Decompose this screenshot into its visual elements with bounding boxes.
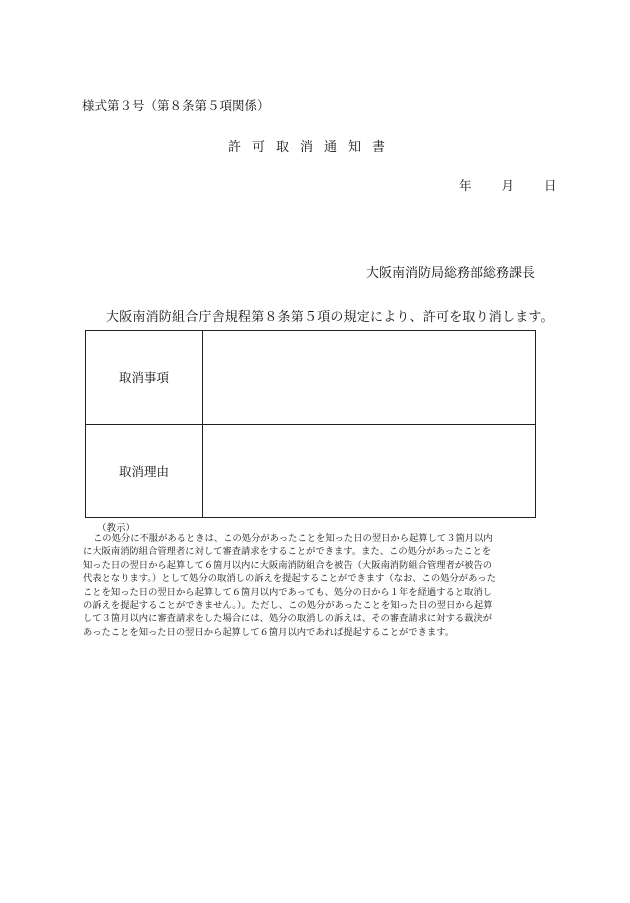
revocation-items-field[interactable]	[203, 331, 536, 425]
year-label: 年	[459, 178, 472, 193]
notice-heading: （教示）	[97, 523, 136, 534]
document-title: 許可取消通知書	[228, 140, 397, 155]
notice-line: この処分に不服があるときは、この処分があったことを知った日の翌日から起算して３箇月以内	[93, 533, 493, 544]
notice-line: の訴えを提起することができません。）。ただし、この処分があったことを知った日の翌日から起算	[83, 600, 493, 612]
statement-text: 大阪南消防組合庁舎規程第８条第５項の規定により、許可を取り消します。	[106, 310, 554, 325]
notice-line: 代表となります。）として処分の取消しの訴えを提起することができます（なお、この処分があった	[83, 573, 496, 585]
notice-line: ことを知った日の翌日から起算して６箇月以内であっても、処分の日から１年を経過すると取消し	[83, 586, 492, 598]
notice-body	[83, 532, 541, 639]
date-line	[459, 176, 557, 194]
notice-line: あったことを知った日の翌日から起算して６箇月以内であれば提起することができます。	[83, 626, 455, 638]
revocation-reason-field[interactable]	[203, 424, 536, 518]
notice-line: して３箇月以内に審査請求をした場合には、処分の取消しの訴えは、その審査請求に対する裁決が	[83, 613, 493, 625]
table-row	[86, 424, 536, 518]
issuer-name: 大阪南消防局総務部総務課長	[366, 266, 536, 281]
form-number: 様式第３号（第８条第５項関係）	[82, 98, 270, 113]
table-row	[86, 331, 536, 425]
day-label: 日	[544, 178, 557, 193]
revocation-table	[85, 330, 536, 518]
notice-line: 知った日の翌日から起算して６箇月以内に大阪南消防組合を被告（大阪南消防組合管理者が被告の	[83, 559, 493, 571]
month-label: 月	[501, 178, 515, 193]
row-label-revocation-reason: 取消理由	[86, 424, 203, 518]
notice-line: に大阪南消防組合管理者に対して審査請求をすることができます。また、この処分があったことを	[83, 546, 492, 558]
row-label-revocation-items: 取消事項	[86, 331, 203, 425]
